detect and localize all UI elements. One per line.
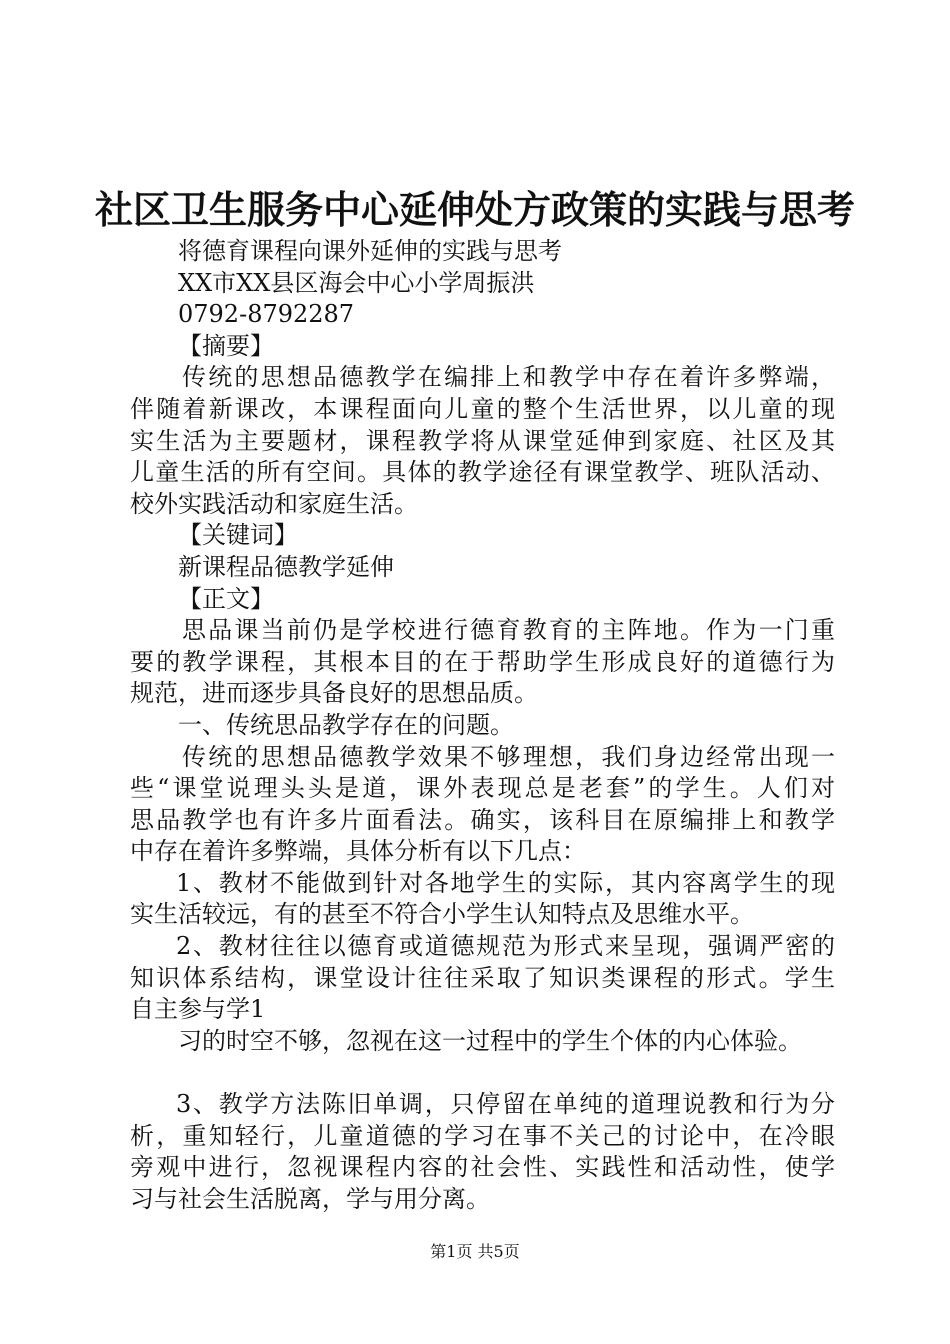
phone-line: 0792-8792287 <box>178 300 355 329</box>
document-title: 社区卫生服务中心延伸处方政策的实践与思考 <box>94 187 855 232</box>
list-item-line: 知识体系结构，课堂设计往往采取了知识类课程的形式。学生 <box>130 963 835 992</box>
section-heading: 一、传统思品教学存在的问题。 <box>178 710 514 739</box>
list-item-line: 习的时空不够，忽视在这一过程中的学生个体的内心体验。 <box>178 1026 802 1055</box>
paragraph-line: 要的教学课程，其根本目的在于帮助学生形成良好的道德行为 <box>130 647 835 676</box>
list-item-line: 1、教材不能做到针对各地学生的实际，其内容离学生的现 <box>176 868 835 897</box>
keywords-line: 新课程品德教学延伸 <box>178 552 394 581</box>
list-item-line: 2、教材往往以德育或道德规范为形式来呈现，强调严密的 <box>176 932 835 961</box>
abstract-heading: 【摘要】 <box>178 331 274 360</box>
abstract-line: 传统的思想品德教学在编排上和教学中存在着许多弊端， <box>182 363 835 392</box>
blank-line <box>130 1057 835 1089</box>
list-item-line: 析，重知轻行，儿童道德的学习在事不关己的讨论中，在冷眼 <box>130 1121 835 1150</box>
page-footer: 第1页 共5页 <box>430 1242 520 1261</box>
paragraph-line: 思品教学也有许多片面看法。确实，该科目在原编排上和教学 <box>130 805 835 834</box>
paragraph-line: 中存在着许多弊端，具体分析有以下几点： <box>130 837 586 866</box>
keywords-heading: 【关键词】 <box>178 521 298 550</box>
paragraph-line: 些“课堂说理头头是道，课外表现总是老套”的学生。人们对 <box>130 774 835 803</box>
subtitle-line: 将德育课程向课外延伸的实践与思考 <box>178 237 562 265</box>
list-item-line: 3、教学方法陈旧单调，只停留在单纯的道理说教和行为分 <box>176 1090 835 1119</box>
paragraph-line: 规范，进而逐步具备良好的思想品质。 <box>130 679 538 708</box>
paragraph-line: 传统的思想品德教学效果不够理想，我们身边经常出现一 <box>182 742 835 771</box>
list-item-line: 自主参与学1 <box>130 995 266 1024</box>
list-item-line: 习与社会生活脱离，学与用分离。 <box>130 1184 490 1213</box>
list-item-line: 实生活较远，有的甚至不符合小学生认知特点及思维水平。 <box>130 900 754 929</box>
abstract-line: 儿童生活的所有空间。具体的教学途径有课堂教学、班队活动、 <box>130 458 835 487</box>
list-item-line: 旁观中进行，忽视课程内容的社会性、实践性和活动性，使学 <box>130 1153 835 1182</box>
author-line: XX市XX县区海会中心小学周振洪 <box>178 268 535 297</box>
abstract-line: 实生活为主要题材，课程教学将从课堂延伸到家庭、社区及其 <box>130 426 835 455</box>
paragraph-line: 思品课当前仍是学校进行德育教育的主阵地。作为一门重 <box>182 616 835 645</box>
document-body <box>130 236 835 1215</box>
abstract-line: 校外实践活动和家庭生活。 <box>130 489 418 518</box>
abstract-line: 伴随着新课改，本课程面向儿童的整个生活世界，以儿童的现 <box>130 394 835 423</box>
body-heading: 【正文】 <box>178 584 274 613</box>
